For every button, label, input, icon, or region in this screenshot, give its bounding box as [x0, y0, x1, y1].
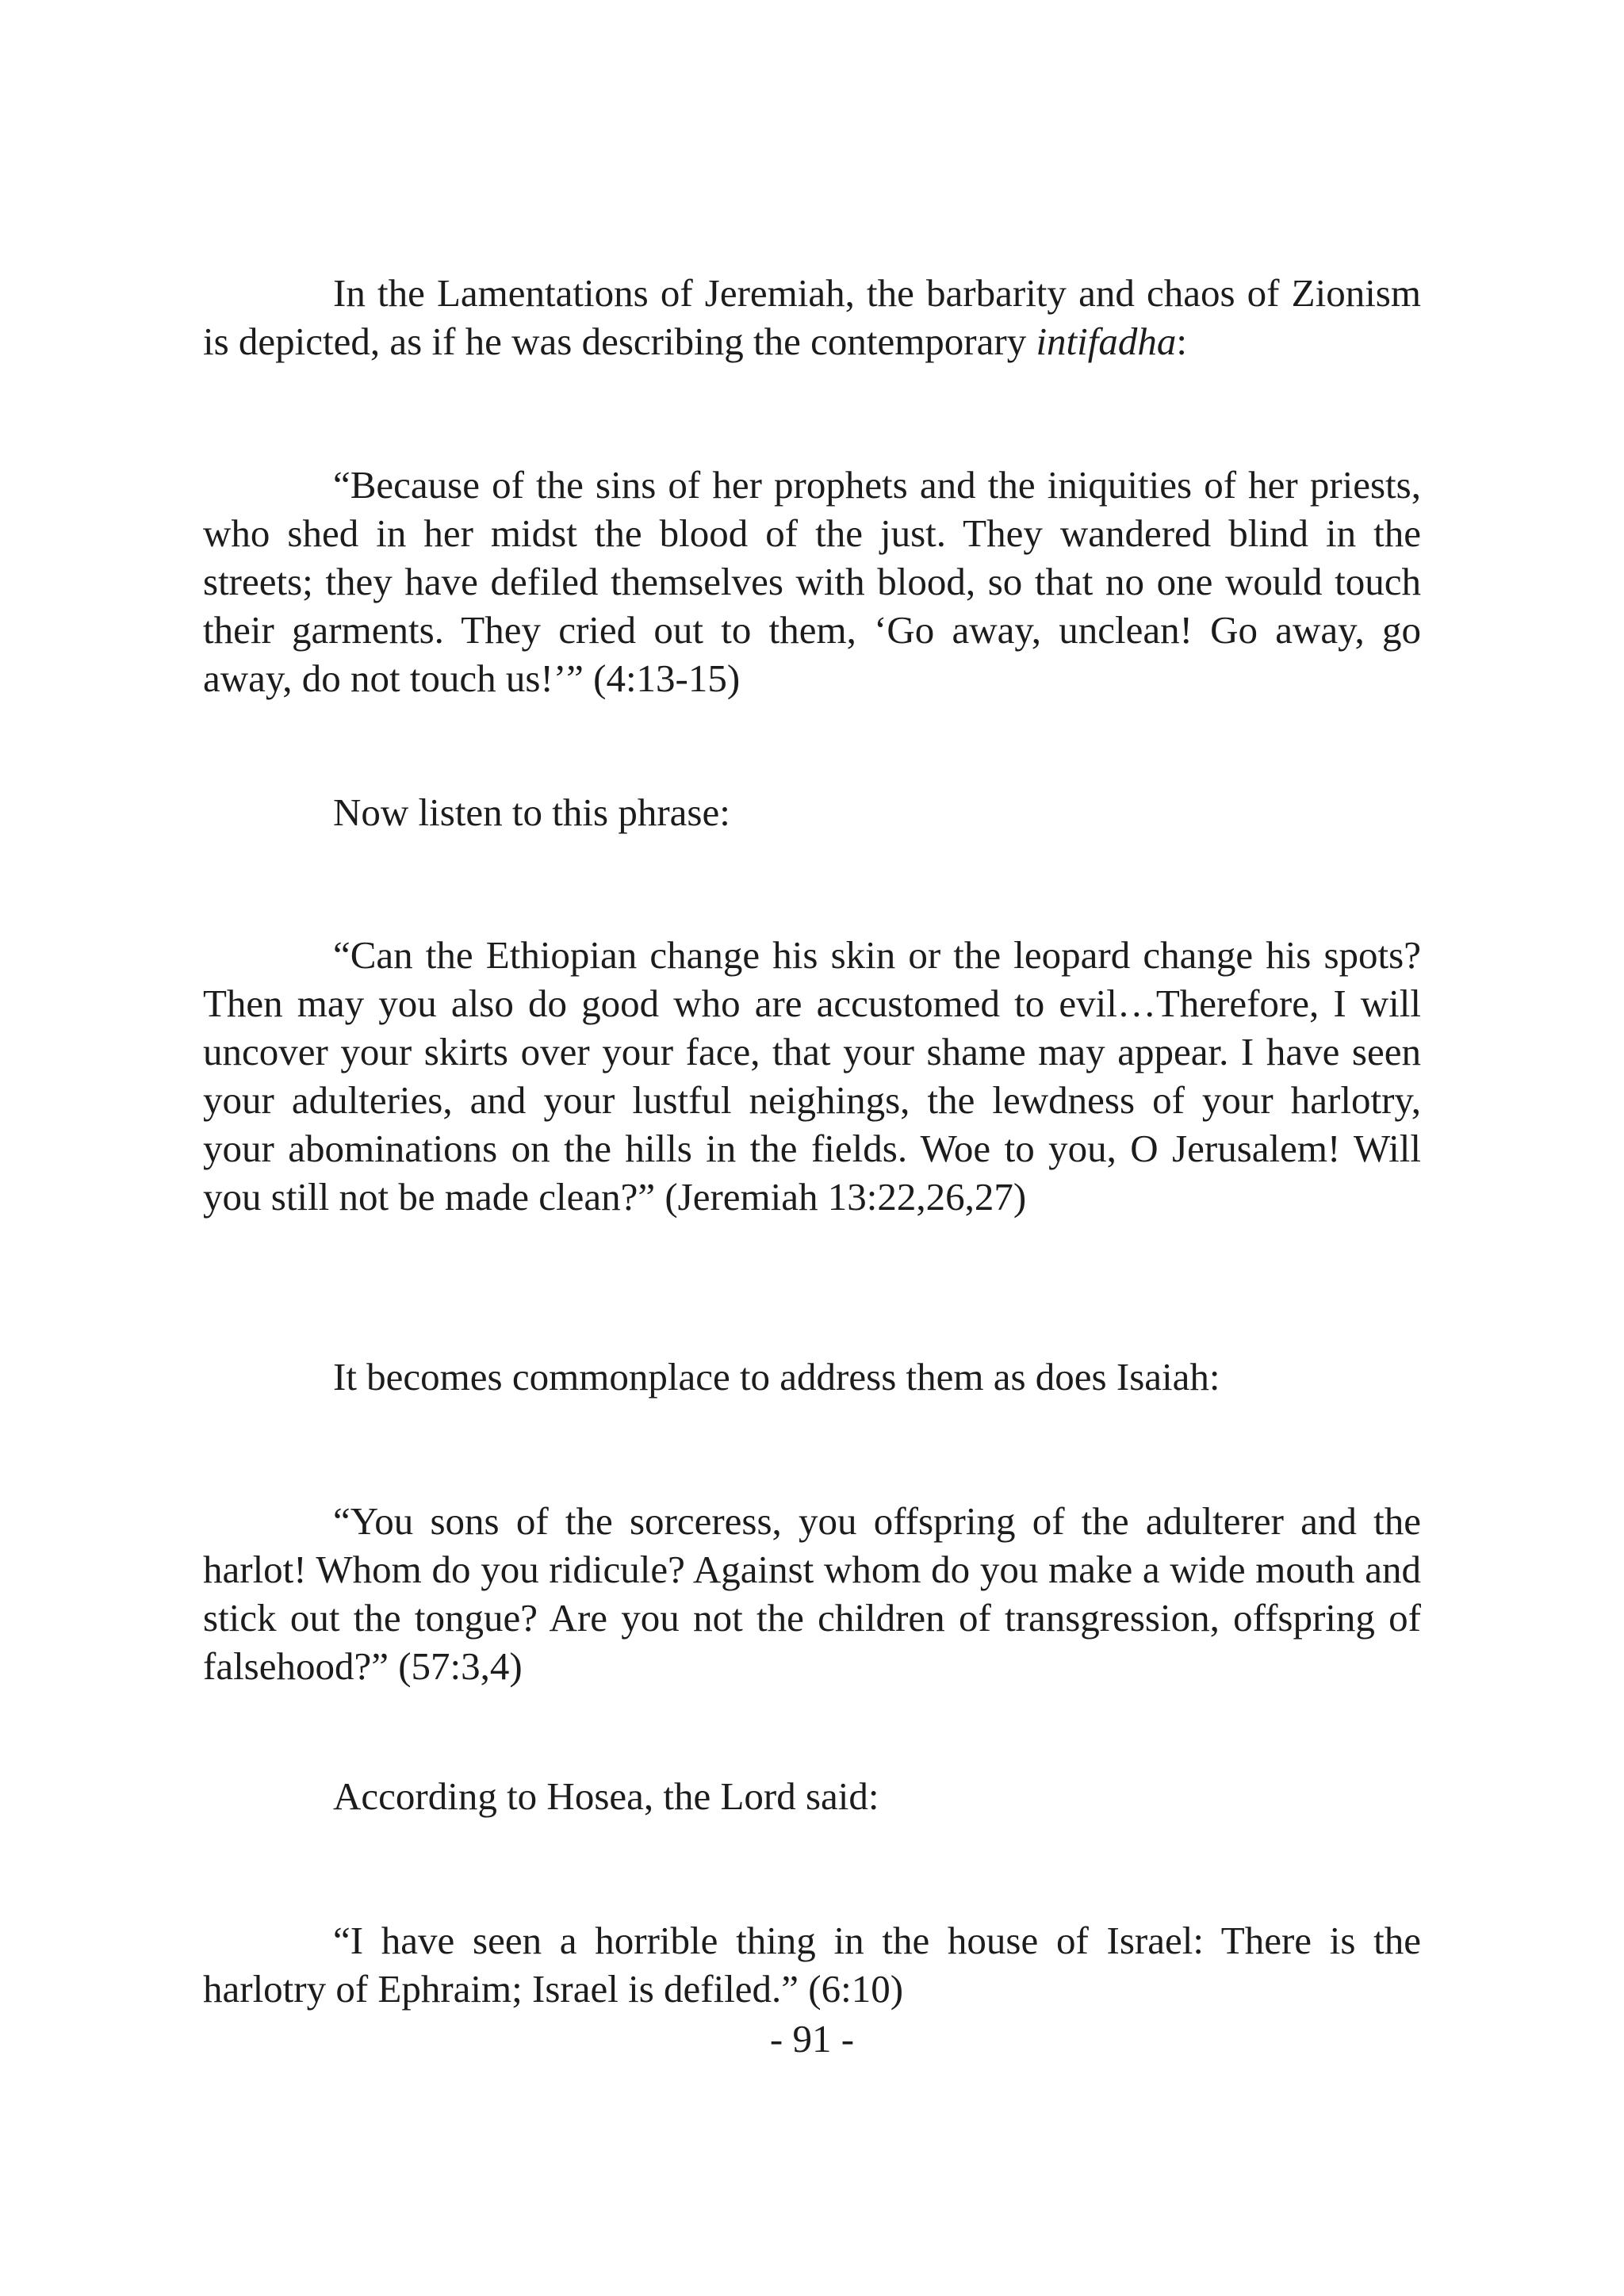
quote-jeremiah: “Can the Ethiopian change his skin or the leopard change his spots? Then may you also do good who are accustomed to evil…Therefore, I will uncover your skirts over your face, that your shame may appear. I have seen your adulteries, and your lustful neighings, the lewdness of your harlotry, your abominations on the hills in the fields. Woe to you, O Jerusalem! Will you still not be made clean?” (Jeremiah 13:22,26,27): [203, 933, 1421, 1219]
italic-term: intifadha: [1036, 320, 1177, 363]
page-number: - 91 -: [769, 2017, 855, 2061]
paragraph-hosea-intro: According to Hosea, the Lord said:: [333, 1774, 879, 1818]
paragraph-text: In the Lamentations of Jeremiah, the barbarity and chaos of Zionism is depicted, as if he was describing the contemporary: [203, 271, 1421, 363]
quote-isaiah: “You sons of the sorceress, you offspring of the adulterer and the harlot! Whom do you ridicule? Against whom do you make a wide mouth and stick out the tongue? Are you not the children of transgression, offspring of falsehood?” (57:3,4): [203, 1499, 1421, 1688]
quote-lamentations: “Because of the sins of her prophets and the iniquities of her priests, who shed in her midst the blood of the just. They wandered blind in the streets; they have defiled themselves with blood, so that no one would touch their garments. They cried out to them, ‘Go away, unclean! Go away, go away, do not touch us!’” (4:13-15): [203, 463, 1421, 700]
paragraph-isaiah-intro: It becomes commonplace to address them as does Isaiah:: [333, 1355, 1220, 1399]
paragraph-lamentations-intro: [203, 269, 1421, 365]
quote-hosea: “I have seen a horrible thing in the house of Israel: There is the harlotry of Ephraim; Israel is defiled.” (6:10): [203, 1919, 1421, 2011]
paragraph-punctuation: :: [1176, 320, 1188, 363]
paragraph-listen-phrase: Now listen to this phrase:: [333, 790, 730, 834]
